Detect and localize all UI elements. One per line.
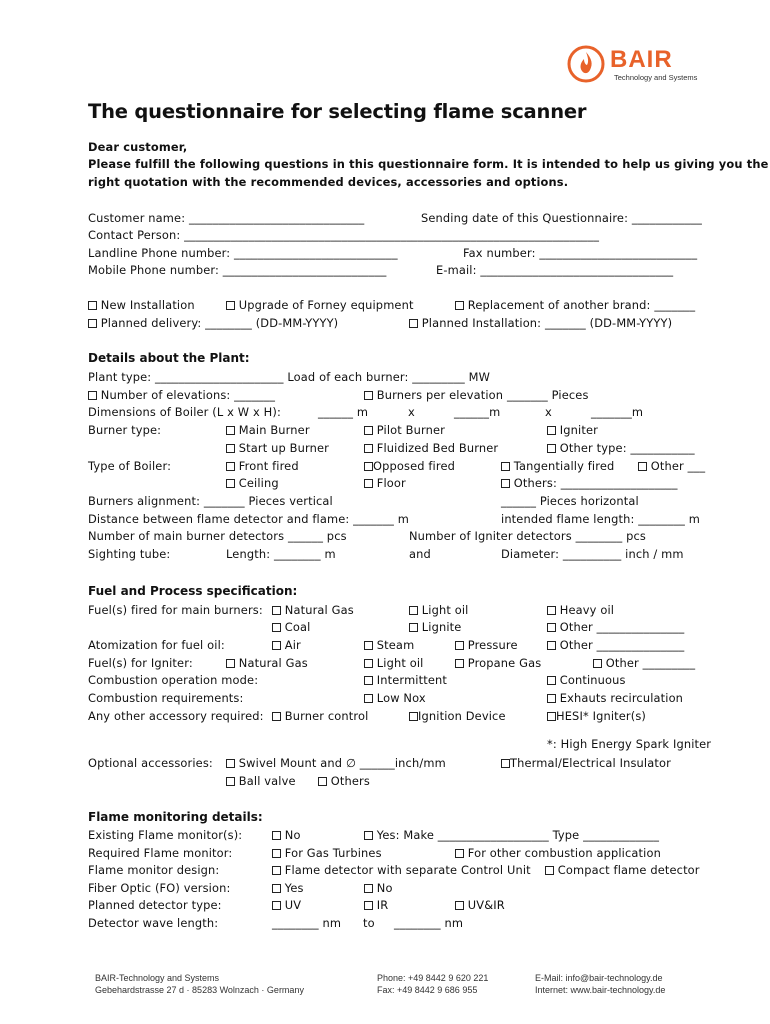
- option-label: Other _________: [605, 656, 696, 670]
- footer-company: BAIR-Technology and Systems: [95, 973, 220, 983]
- option-start-up-burner[interactable]: [226, 441, 329, 455]
- option-label: Tangentially fired: [513, 459, 615, 473]
- option-main-burner[interactable]: [226, 423, 310, 437]
- option-others-boiler[interactable]: [501, 476, 678, 490]
- sighting-tube-label: Sighting tube:: [88, 547, 171, 561]
- option-label: Natural Gas: [284, 603, 354, 617]
- option-label: Coal: [284, 620, 311, 634]
- checkbox[interactable]: [545, 866, 554, 875]
- option-other-boiler[interactable]: [638, 459, 705, 473]
- checkbox[interactable]: [364, 694, 373, 703]
- option-igniter-natural-gas[interactable]: [226, 656, 308, 670]
- option-label: Heavy oil: [559, 603, 615, 617]
- option-label: For Gas Turbines: [284, 846, 382, 860]
- checkbox[interactable]: [272, 623, 281, 632]
- option-natural-gas[interactable]: [272, 603, 354, 617]
- option-label: For other combustion application: [467, 846, 661, 860]
- dimension-x-1: x: [408, 405, 415, 419]
- tube-diameter-field[interactable]: Diameter: __________ inch / mm: [501, 547, 684, 561]
- checkbox[interactable]: [364, 479, 373, 488]
- option-uv[interactable]: [272, 898, 301, 912]
- checkbox[interactable]: [455, 641, 464, 650]
- checkbox[interactable]: [501, 462, 510, 471]
- option-label: Pilot Burner: [376, 423, 446, 437]
- detector-type-label: Planned detector type:: [88, 898, 222, 912]
- option-heavy-oil[interactable]: [547, 603, 614, 617]
- fuel-igniter-label: Fuel(s) for Igniter:: [88, 656, 193, 670]
- option-label: Igniter: [559, 423, 598, 437]
- page-title: The questionnaire for selecting flame scanner: [88, 100, 587, 123]
- checkbox[interactable]: [272, 901, 281, 910]
- option-ceiling[interactable]: [226, 476, 279, 490]
- option-pressure[interactable]: [455, 638, 518, 652]
- option-uv-ir[interactable]: [455, 898, 505, 912]
- option-compact-detector[interactable]: [545, 863, 700, 877]
- checkbox[interactable]: [547, 606, 556, 615]
- option-ball-valve[interactable]: [226, 774, 296, 788]
- option-existing-no[interactable]: [272, 828, 301, 842]
- option-label: Natural Gas: [238, 656, 308, 670]
- option-label: Light oil: [376, 656, 424, 670]
- option-continuous[interactable]: [547, 673, 626, 687]
- checkbox[interactable]: [88, 391, 97, 400]
- checkbox[interactable]: [364, 676, 373, 685]
- option-others-accessory[interactable]: [318, 774, 370, 788]
- option-label: Air: [284, 638, 301, 652]
- boiler-type-label: Type of Boiler:: [88, 459, 172, 473]
- option-existing-yes[interactable]: [364, 828, 659, 842]
- igniter-detectors-field[interactable]: Number of Igniter detectors ________ pcs: [409, 529, 646, 543]
- option-fo-no[interactable]: [364, 881, 393, 895]
- customer-name-field[interactable]: Customer name: ______________________________: [88, 211, 365, 225]
- option-label: Planned Installation: _______ (DD-MM-YYYY): [421, 316, 673, 330]
- option-label: No: [376, 881, 393, 895]
- option-new-installation[interactable]: [88, 298, 195, 312]
- section-monitoring-heading: Flame monitoring details:: [88, 810, 263, 824]
- checkbox[interactable]: [226, 777, 235, 786]
- fuel-main-label: Fuel(s) fired for main burners:: [88, 603, 263, 617]
- option-label: Other ___: [650, 459, 706, 473]
- checkbox[interactable]: [364, 831, 373, 840]
- option-label: Ignition Device: [418, 709, 506, 723]
- checkbox[interactable]: [455, 901, 464, 910]
- option-burners-per-elevation[interactable]: [364, 388, 589, 402]
- option-intermittent[interactable]: [364, 673, 447, 687]
- checkbox[interactable]: [272, 849, 281, 858]
- option-label: Number of elevations: _______: [100, 388, 276, 402]
- option-label: IR: [376, 898, 389, 912]
- option-other-burner-type[interactable]: [547, 441, 695, 455]
- option-label: Intermittent: [376, 673, 448, 687]
- option-label: Exhauts recirculation: [559, 691, 684, 705]
- checkbox[interactable]: [547, 444, 556, 453]
- checkbox[interactable]: [272, 606, 281, 615]
- option-fo-yes[interactable]: [272, 881, 304, 895]
- option-tangentially-fired[interactable]: [501, 459, 614, 473]
- option-label: Other _______________: [559, 620, 685, 634]
- option-label: Low Nox: [376, 691, 426, 705]
- optional-accessories-label: Optional accessories:: [88, 756, 213, 770]
- checkbox[interactable]: [547, 676, 556, 685]
- footer-address: Gebehardstrasse 27 d · 85283 Wolnzach · Germany: [95, 985, 304, 995]
- option-fluidized-bed[interactable]: [364, 441, 498, 455]
- flame-length-field[interactable]: intended flame length: ________ m: [501, 512, 701, 526]
- checkbox[interactable]: [226, 462, 235, 471]
- tube-and-label: and: [409, 547, 431, 561]
- option-label: Compact flame detector: [557, 863, 700, 877]
- checkbox[interactable]: [88, 319, 97, 328]
- hesi-footnote: *: High Energy Spark Igniter: [547, 737, 712, 751]
- option-lignite[interactable]: [409, 620, 461, 634]
- option-label: Yes: Make ___________________ Type _____________: [376, 828, 660, 842]
- checkbox[interactable]: [226, 759, 235, 768]
- checkbox[interactable]: [409, 606, 418, 615]
- requirements-label: Combustion requirements:: [88, 691, 244, 705]
- checkbox[interactable]: [226, 426, 235, 435]
- option-label: Upgrade of Forney equipment: [238, 298, 414, 312]
- checkbox[interactable]: [272, 866, 281, 875]
- footer-phone: Phone: +49 8442 9 620 221: [377, 973, 489, 983]
- footer-fax: Fax: +49 8442 9 686 955: [377, 985, 478, 995]
- option-ignition-device[interactable]: [409, 709, 506, 723]
- company-logo: [566, 44, 716, 84]
- option-label: UV&IR: [467, 898, 505, 912]
- option-label: Planned delivery: ________ (DD-MM-YYYY): [100, 316, 339, 330]
- checkbox[interactable]: [364, 901, 373, 910]
- checkbox[interactable]: [547, 712, 556, 721]
- footer-email: E-Mail: info@bair-technology.de: [535, 973, 663, 983]
- existing-monitor-label: Existing Flame monitor(s):: [88, 828, 243, 842]
- section-fuel-heading: Fuel and Process specification:: [88, 584, 298, 598]
- wave-length-until[interactable]: ________ nm: [394, 916, 464, 930]
- option-separate-control-unit[interactable]: [272, 863, 531, 877]
- checkbox[interactable]: [272, 641, 281, 650]
- logo-brand: BAIR: [610, 46, 673, 73]
- option-coal[interactable]: [272, 620, 310, 634]
- option-thermal-insulator[interactable]: [501, 756, 671, 770]
- option-label: Front fired: [238, 459, 299, 473]
- atomization-label: Atomization for fuel oil:: [88, 638, 225, 652]
- checkbox[interactable]: [226, 444, 235, 453]
- option-label: Lignite: [421, 620, 462, 634]
- option-front-fired[interactable]: [226, 459, 299, 473]
- option-label: New Installation: [100, 298, 195, 312]
- email-field[interactable]: E-mail: _________________________________: [436, 263, 674, 277]
- checkbox[interactable]: [455, 659, 464, 668]
- logo-tagline: Technology and Systems: [614, 73, 698, 82]
- option-label: Yes: [284, 881, 304, 895]
- checkbox[interactable]: [226, 479, 235, 488]
- option-planned-delivery[interactable]: [88, 316, 338, 330]
- checkbox[interactable]: [88, 301, 97, 310]
- option-exhaust-recirculation[interactable]: [547, 691, 683, 705]
- option-igniter[interactable]: [547, 423, 598, 437]
- checkbox[interactable]: [364, 391, 373, 400]
- flame-logo-icon: [566, 44, 606, 84]
- monitor-design-label: Flame monitor design:: [88, 863, 220, 877]
- landline-field[interactable]: Landline Phone number: ____________________________: [88, 246, 398, 260]
- option-label: Other _______________: [559, 638, 685, 652]
- checkbox[interactable]: [547, 694, 556, 703]
- option-label: Fluidized Bed Burner: [376, 441, 499, 455]
- option-label: Floor: [376, 476, 406, 490]
- detector-distance-field[interactable]: Distance between flame detector and flame: _______ m: [88, 512, 410, 526]
- checkbox[interactable]: [318, 777, 327, 786]
- checkbox[interactable]: [226, 659, 235, 668]
- checkbox[interactable]: [272, 712, 281, 721]
- checkbox[interactable]: [272, 884, 281, 893]
- tube-length-field[interactable]: Length: ________ m: [226, 547, 336, 561]
- option-label: Others: ____________________: [513, 476, 678, 490]
- intro-line-1: Please fulfill the following questions in this questionnaire form. It is intended to help us giving you the: [88, 157, 769, 171]
- plant-type-field[interactable]: Plant type: ______________________ Load of each burner: _________ MW: [88, 370, 491, 384]
- option-air[interactable]: [272, 638, 301, 652]
- mobile-field[interactable]: Mobile Phone number: ____________________________: [88, 263, 387, 277]
- option-light-oil[interactable]: [409, 603, 468, 617]
- checkbox[interactable]: [409, 623, 418, 632]
- dimension-height[interactable]: _______m: [591, 405, 644, 419]
- checkbox[interactable]: [409, 319, 418, 328]
- option-other-fuel[interactable]: [547, 620, 684, 634]
- operation-mode-label: Combustion operation mode:: [88, 673, 259, 687]
- pieces-horizontal-field[interactable]: ______ Pieces horizontal: [501, 494, 639, 508]
- option-elevations[interactable]: [88, 388, 275, 402]
- option-gas-turbines[interactable]: [272, 846, 382, 860]
- option-label: UV: [284, 898, 302, 912]
- option-other-combustion[interactable]: [455, 846, 661, 860]
- option-upgrade[interactable]: [226, 298, 414, 312]
- checkbox[interactable]: [226, 301, 235, 310]
- option-label: HESI* Igniter(s): [556, 709, 647, 723]
- checkbox[interactable]: [638, 462, 647, 471]
- wave-length-label: Detector wave length:: [88, 916, 219, 930]
- option-label: Others: [330, 774, 370, 788]
- greeting: Dear customer,: [88, 140, 188, 154]
- checkbox[interactable]: [455, 849, 464, 858]
- dimension-width[interactable]: ______m: [454, 405, 501, 419]
- intro-line-2: right quotation with the recommended devices, accessories and options.: [88, 175, 569, 189]
- option-label: Pressure: [467, 638, 518, 652]
- option-swivel-mount[interactable]: [226, 756, 446, 770]
- checkbox[interactable]: [364, 444, 373, 453]
- checkbox[interactable]: [547, 641, 556, 650]
- main-detectors-field[interactable]: Number of main burner detectors ______ pcs: [88, 529, 347, 543]
- option-label: Opposed fired: [373, 459, 455, 473]
- burner-type-label: Burner type:: [88, 423, 162, 437]
- dimension-x-2: x: [545, 405, 552, 419]
- option-label: Steam: [376, 638, 415, 652]
- wave-length-from[interactable]: ________ nm: [272, 916, 342, 930]
- footer-internet: Internet: www.bair-technology.de: [535, 985, 666, 995]
- option-steam[interactable]: [364, 638, 414, 652]
- option-ir[interactable]: [364, 898, 388, 912]
- checkbox[interactable]: [501, 479, 510, 488]
- option-low-nox[interactable]: [364, 691, 426, 705]
- option-opposed-fired[interactable]: [364, 459, 455, 473]
- option-label: Flame detector with separate Control Unit: [284, 863, 531, 877]
- option-pilot-burner[interactable]: [364, 423, 445, 437]
- option-other-atomization[interactable]: [547, 638, 684, 652]
- checkbox[interactable]: [455, 301, 464, 310]
- option-label: Continuous: [559, 673, 626, 687]
- checkbox[interactable]: [364, 641, 373, 650]
- option-planned-installation[interactable]: [409, 316, 672, 330]
- option-hesi-igniters[interactable]: [547, 709, 646, 723]
- option-label: Propane Gas: [467, 656, 542, 670]
- fiber-optic-label: Fiber Optic (FO) version:: [88, 881, 231, 895]
- checkbox[interactable]: [501, 759, 510, 768]
- checkbox[interactable]: [409, 712, 418, 721]
- option-propane-gas[interactable]: [455, 656, 541, 670]
- option-label: Start up Burner: [238, 441, 329, 455]
- option-label: Light oil: [421, 603, 469, 617]
- option-label: Ceiling: [238, 476, 279, 490]
- option-igniter-light-oil[interactable]: [364, 656, 423, 670]
- option-label: Burners per elevation _______ Pieces: [376, 388, 589, 402]
- required-monitor-label: Required Flame monitor:: [88, 846, 233, 860]
- dimensions-label: Dimensions of Boiler (L x W x H):: [88, 405, 281, 419]
- option-replacement[interactable]: [455, 298, 695, 312]
- option-label: Replacement of another brand: _______: [467, 298, 696, 312]
- dimension-length[interactable]: ______ m: [318, 405, 369, 419]
- checkbox[interactable]: [364, 884, 373, 893]
- option-label: Burner control: [284, 709, 369, 723]
- option-label: No: [284, 828, 301, 842]
- option-label: Ball valve: [238, 774, 296, 788]
- contact-person-field[interactable]: Contact Person: _______________________________________________________________________: [88, 228, 600, 242]
- accessory-required-label: Any other accessory required:: [88, 709, 264, 723]
- checkbox[interactable]: [364, 462, 373, 471]
- wave-length-to-label: to: [363, 916, 375, 930]
- option-label: Swivel Mount and ∅ ______inch/mm: [238, 756, 446, 770]
- checkbox[interactable]: [547, 426, 556, 435]
- option-burner-control[interactable]: [272, 709, 368, 723]
- option-label: Thermal/Electrical Insulator: [510, 756, 671, 770]
- option-floor[interactable]: [364, 476, 406, 490]
- option-label: Main Burner: [238, 423, 310, 437]
- fax-field[interactable]: Fax number: ___________________________: [463, 246, 698, 260]
- burners-alignment-field[interactable]: Burners alignment: _______ Pieces vertical: [88, 494, 333, 508]
- checkbox[interactable]: [364, 659, 373, 668]
- checkbox[interactable]: [547, 623, 556, 632]
- checkbox[interactable]: [364, 426, 373, 435]
- sending-date-field[interactable]: Sending date of this Questionnaire: ____________: [421, 211, 702, 225]
- checkbox[interactable]: [593, 659, 602, 668]
- checkbox[interactable]: [272, 831, 281, 840]
- section-plant-heading: Details about the Plant:: [88, 351, 250, 365]
- option-label: Other type: ___________: [559, 441, 695, 455]
- option-other-igniter-fuel[interactable]: [593, 656, 695, 670]
